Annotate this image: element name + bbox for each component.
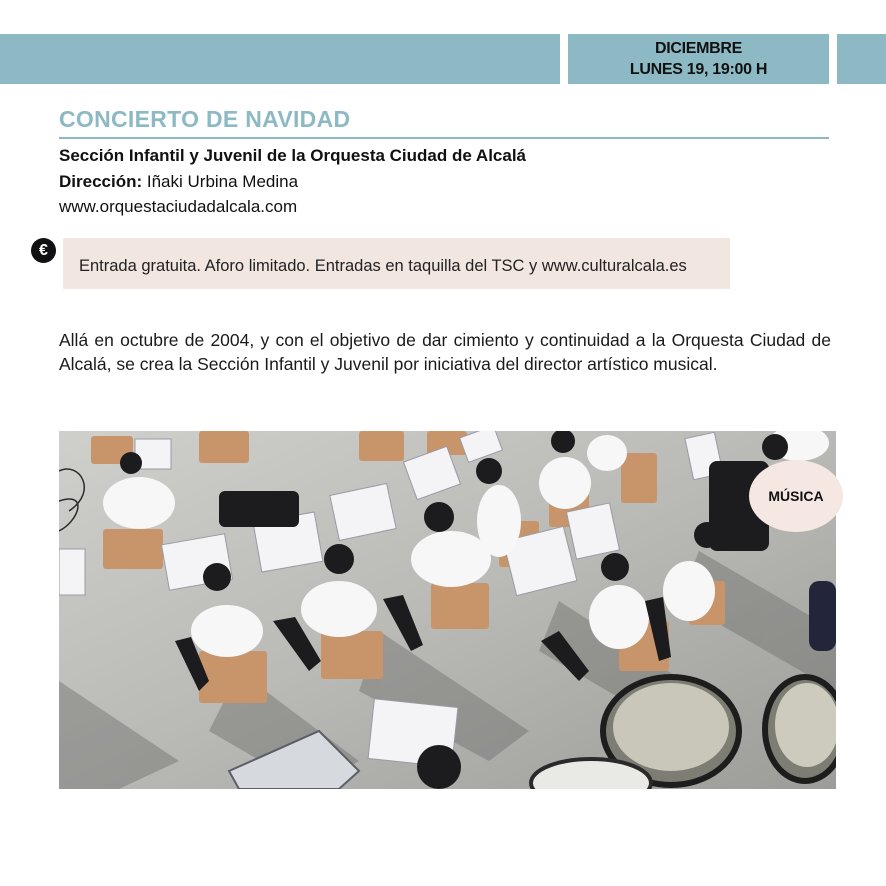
event-description: Allá en octubre de 2004, y con el objetivo de dar cimiento y continuidad a la Orquesta Ciudad de Alcalá, se crea la Sección Infantil y Juvenil por iniciativa del director artístico musical. bbox=[59, 330, 831, 374]
performer: Sección Infantil y Juvenil de la Orquesta Ciudad de Alcalá bbox=[59, 146, 527, 165]
euro-icon: € bbox=[31, 238, 56, 263]
date-box bbox=[568, 34, 829, 84]
event-title: CONCIERTO DE NAVIDAD bbox=[59, 106, 351, 132]
ticket-info-text: Entrada gratuita. Aforo limitado. Entradas en taquilla del TSC y www.culturalcala.es bbox=[79, 257, 687, 275]
event-month: DICIEMBRE bbox=[654, 40, 743, 57]
director-label: Dirección: bbox=[59, 172, 143, 191]
ticket-info-box bbox=[63, 238, 730, 289]
title-divider bbox=[59, 137, 829, 139]
header-band-left bbox=[0, 34, 560, 84]
website-link[interactable]: www.orquestaciudadalcala.com bbox=[59, 197, 298, 216]
category-badge: MÚSICA bbox=[749, 460, 843, 532]
orchestra-photo bbox=[59, 431, 836, 789]
header-band-right bbox=[837, 34, 886, 84]
director-name: Iñaki Urbina Medina bbox=[146, 172, 299, 191]
event-datetime: LUNES 19, 19:00 H bbox=[629, 61, 768, 78]
director-line bbox=[59, 170, 298, 194]
